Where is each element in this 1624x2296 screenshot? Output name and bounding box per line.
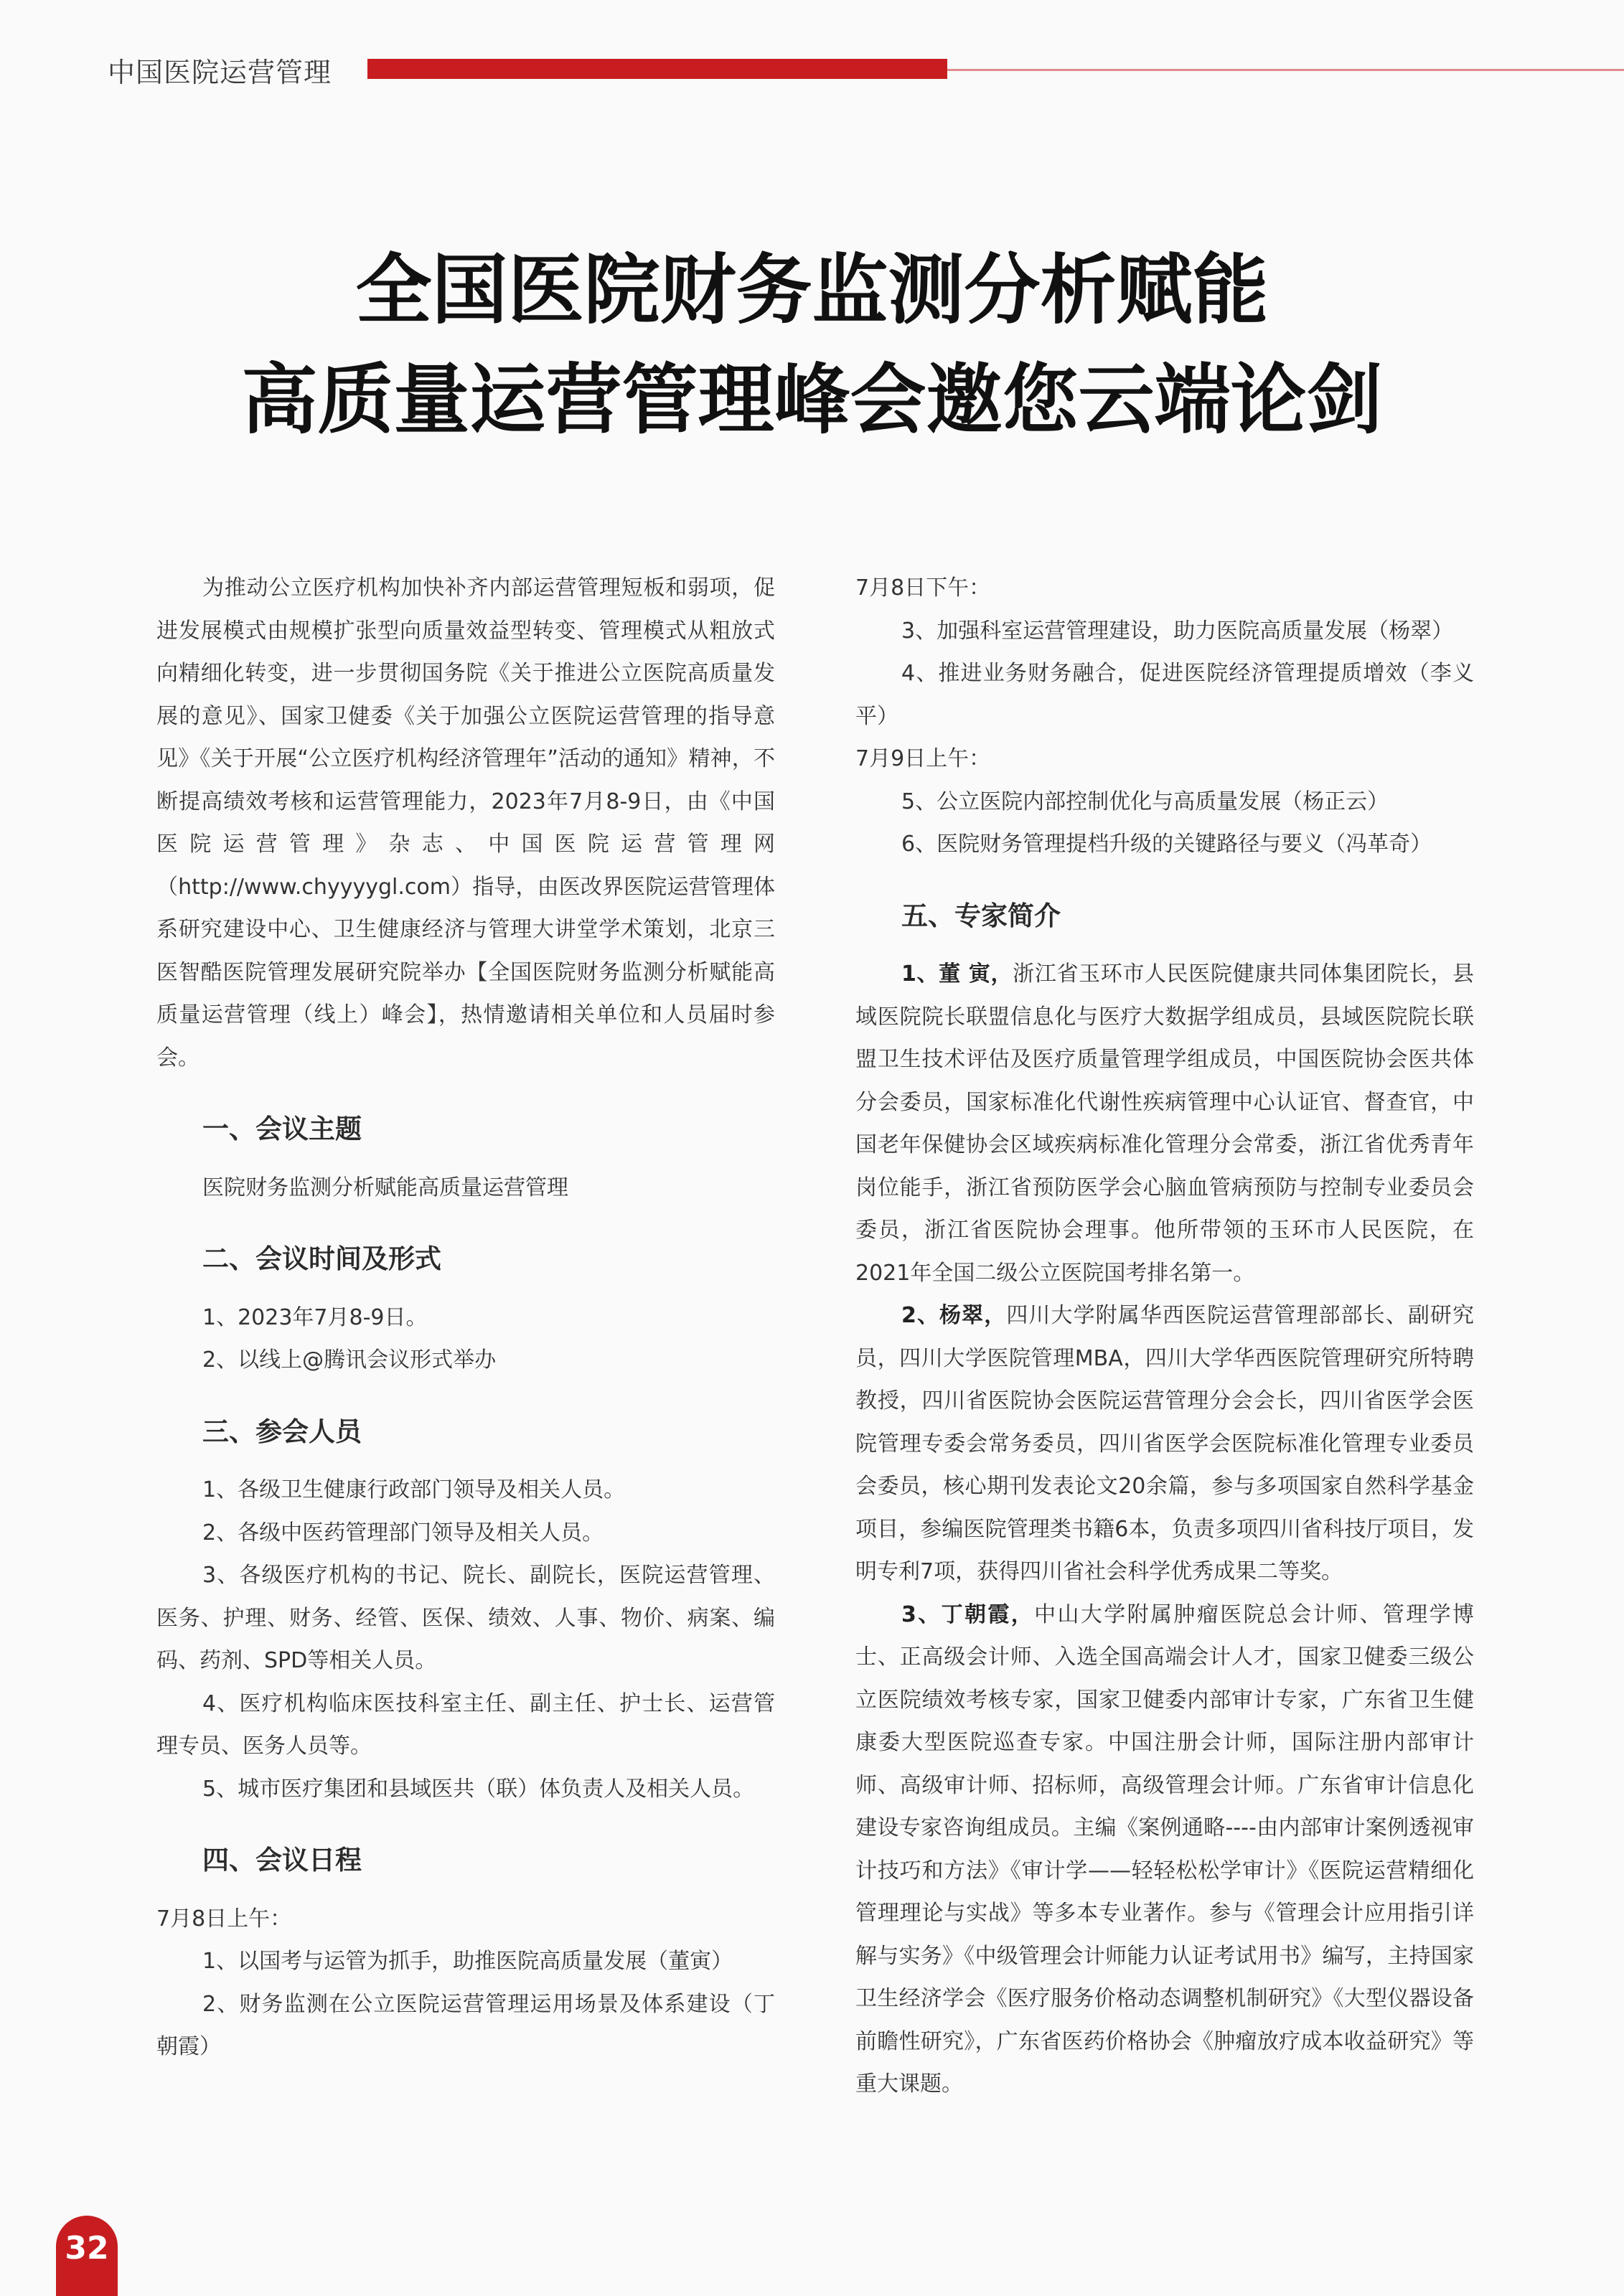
schedule-item: 2、财务监测在公立医院运营管理运用场景及体系建设（丁朝霞） xyxy=(156,1991,775,2059)
section-heading-theme: 一、会议主题 xyxy=(202,1114,362,1144)
expert-bio xyxy=(855,1594,1474,2106)
header-thin-line xyxy=(947,69,1624,71)
expert-bio-text: 中山大学附属肿瘤医院总会计师、管理学博士、正高级会计师、入选全国高端会计人才，国家卫健委三级公立医院绩效考核专家，国家卫健委内部审计专家，广东省卫生健康委大型医院巡查专家。中国注册会计师，国际注册内部审计师、高级审计师、招标师，高级管理会计师。广东省审计信息化建设专家咨询组成员。主编《案例通略----由内部审计案例透视审计技巧和方法》《审计学——轻轻松松学审计》《医院运营精细化管理理论与实战》等多本专业著作。参与《管理会计应用指引详解与实务》《中级管理会计师能力认证考试用书》编写，主持国家卫生经济学会《医疗服务价格动态调整机制研究》《大型仪器设备前瞻性研究》，广东省医药价格协会《肿瘤放疗成本收益研究》等重大课题。 xyxy=(855,1601,1474,2097)
attendee-item: 2、各级中医药管理部门领导及相关人员。 xyxy=(202,1520,604,1545)
section-heading-experts: 五、专家简介 xyxy=(901,900,1061,931)
header-red-bar xyxy=(367,59,947,79)
theme-text: 医院财务监测分析赋能高质量运营管理 xyxy=(202,1175,568,1200)
expert-bio-text: 浙江省玉环市人民医院健康共同体集团院长，县域医院院长联盟信息化与医疗大数据学组成员，县域医院院长联盟卫生技术评估及医疗质量管理学组成员，中国医院协会医共体分会委员，国家标准化代谢性疾病管理中心认证官、督查官，中国老年保健协会区域疾病标准化管理分会常委，浙江省优秀青年岗位能手，浙江省预防医学会心脑血管病预防与控制专业委员会委员，浙江省医院协会理事。他所带领的玉环市人民医院，在2021年全国二级公立医院国考排名第一。 xyxy=(855,961,1474,1286)
journal-name: 中国医院运营管理 xyxy=(108,57,332,88)
attendee-item: 5、城市医疗集团和县域医共（联）体负责人及相关人员。 xyxy=(202,1776,755,1802)
expert-name: 1、董 寅， xyxy=(901,961,1013,987)
left-column xyxy=(156,567,775,2069)
attendee-item: 3、各级医疗机构的书记、院长、副院长，医院运营管理、医务、护理、财务、经管、医保、绩效、人事、物价、病案、编码、药剂、SPD等相关人员。 xyxy=(156,1563,775,1673)
format-item: 2、以线上@腾讯会议形式举办 xyxy=(202,1347,497,1373)
page-title-line-1: 全国医院财务监测分析赋能 xyxy=(355,246,1269,334)
expert-bio-text: 四川大学附属华西医院运营管理部部长、副研究员，四川大学医院管理MBA，四川大学华西医院管理研究所特聘教授，四川省医院协会医院运营管理分会会长，四川省医学会医院管理专委会常务委员，四川省医学会医院标准化管理专业委员会委员，核心期刊发表论文20余篇，参与多项国家自然科学基金项目，参编医院管理类书籍6本，负责多项四川省科技厅项目，发明专利7项，获得四川省社会科学优秀成果二等奖。 xyxy=(855,1303,1475,1584)
expert-name: 2、杨翠， xyxy=(901,1303,1007,1328)
attendee-item: 1、各级卫生健康行政部门领导及相关人员。 xyxy=(202,1477,626,1502)
right-column xyxy=(855,567,1474,2106)
section-heading-time: 二、会议时间及形式 xyxy=(202,1243,441,1274)
schedule-item: 6、医院财务管理提档升级的关键路径与要义（冯革奇） xyxy=(901,832,1432,857)
schedule-item: 5、公立医院内部控制优化与高质量发展（杨正云） xyxy=(901,789,1389,814)
schedule-session-label: 7月8日上午： xyxy=(156,1906,292,1932)
schedule-item: 4、推进业务财务融合，促进医院经济管理提质增效（李义平） xyxy=(855,661,1474,729)
section-heading-schedule: 四、会议日程 xyxy=(202,1845,362,1876)
intro-paragraph: 为推动公立医疗机构加快补齐内部运营管理短板和弱项，促进发展模式由规模扩张型向质量效益型转变、管理模式从粗放式向精细化转变，进一步贯彻国务院《关于推进公立医院高质量发展的意见》、国家卫健委《关于加强公立医院运营管理的指导意见》《关于开展“公立医疗机构经济管理年”活动的通知》精神，不断提高绩效考核和运营管理能力，2023年7月8-9日，由《中国医院运营管理》杂志、中国医院运营管理网（http://www.chyyyygl.com）指导，由医改界医院运营管理体系研究建设中心、卫生健康经济与管理大讲堂学术策划，北京三医智酷医院管理发展研究院举办【全国医院财务监测分析赋能高质量运营管理（线上）峰会】，热情邀请相关单位和人员届时参会。 xyxy=(156,575,775,1071)
expert-bio xyxy=(855,953,1474,1294)
page-number: 32 xyxy=(65,2230,109,2267)
time-item: 1、2023年7月8-9日。 xyxy=(202,1304,428,1330)
section-heading-attendees: 三、参会人员 xyxy=(202,1416,362,1447)
schedule-session-label: 7月9日上午： xyxy=(855,746,991,771)
schedule-item: 1、以国考与运管为抓手，助推医院高质量发展（董寅） xyxy=(202,1949,733,1974)
expert-name: 3、丁朝霞， xyxy=(901,1601,1035,1627)
schedule-item: 3、加强科室运营管理建设，助力医院高质量发展（杨翠） xyxy=(901,618,1454,644)
expert-bio xyxy=(855,1294,1474,1594)
page-title-line-2: 高质量运营管理峰会邀您云端论剑 xyxy=(241,356,1383,444)
schedule-session-label: 7月8日下午： xyxy=(855,575,991,601)
attendee-item: 4、医疗机构临床医技科室主任、副主任、护士长、运营管理专员、医务人员等。 xyxy=(156,1690,775,1759)
